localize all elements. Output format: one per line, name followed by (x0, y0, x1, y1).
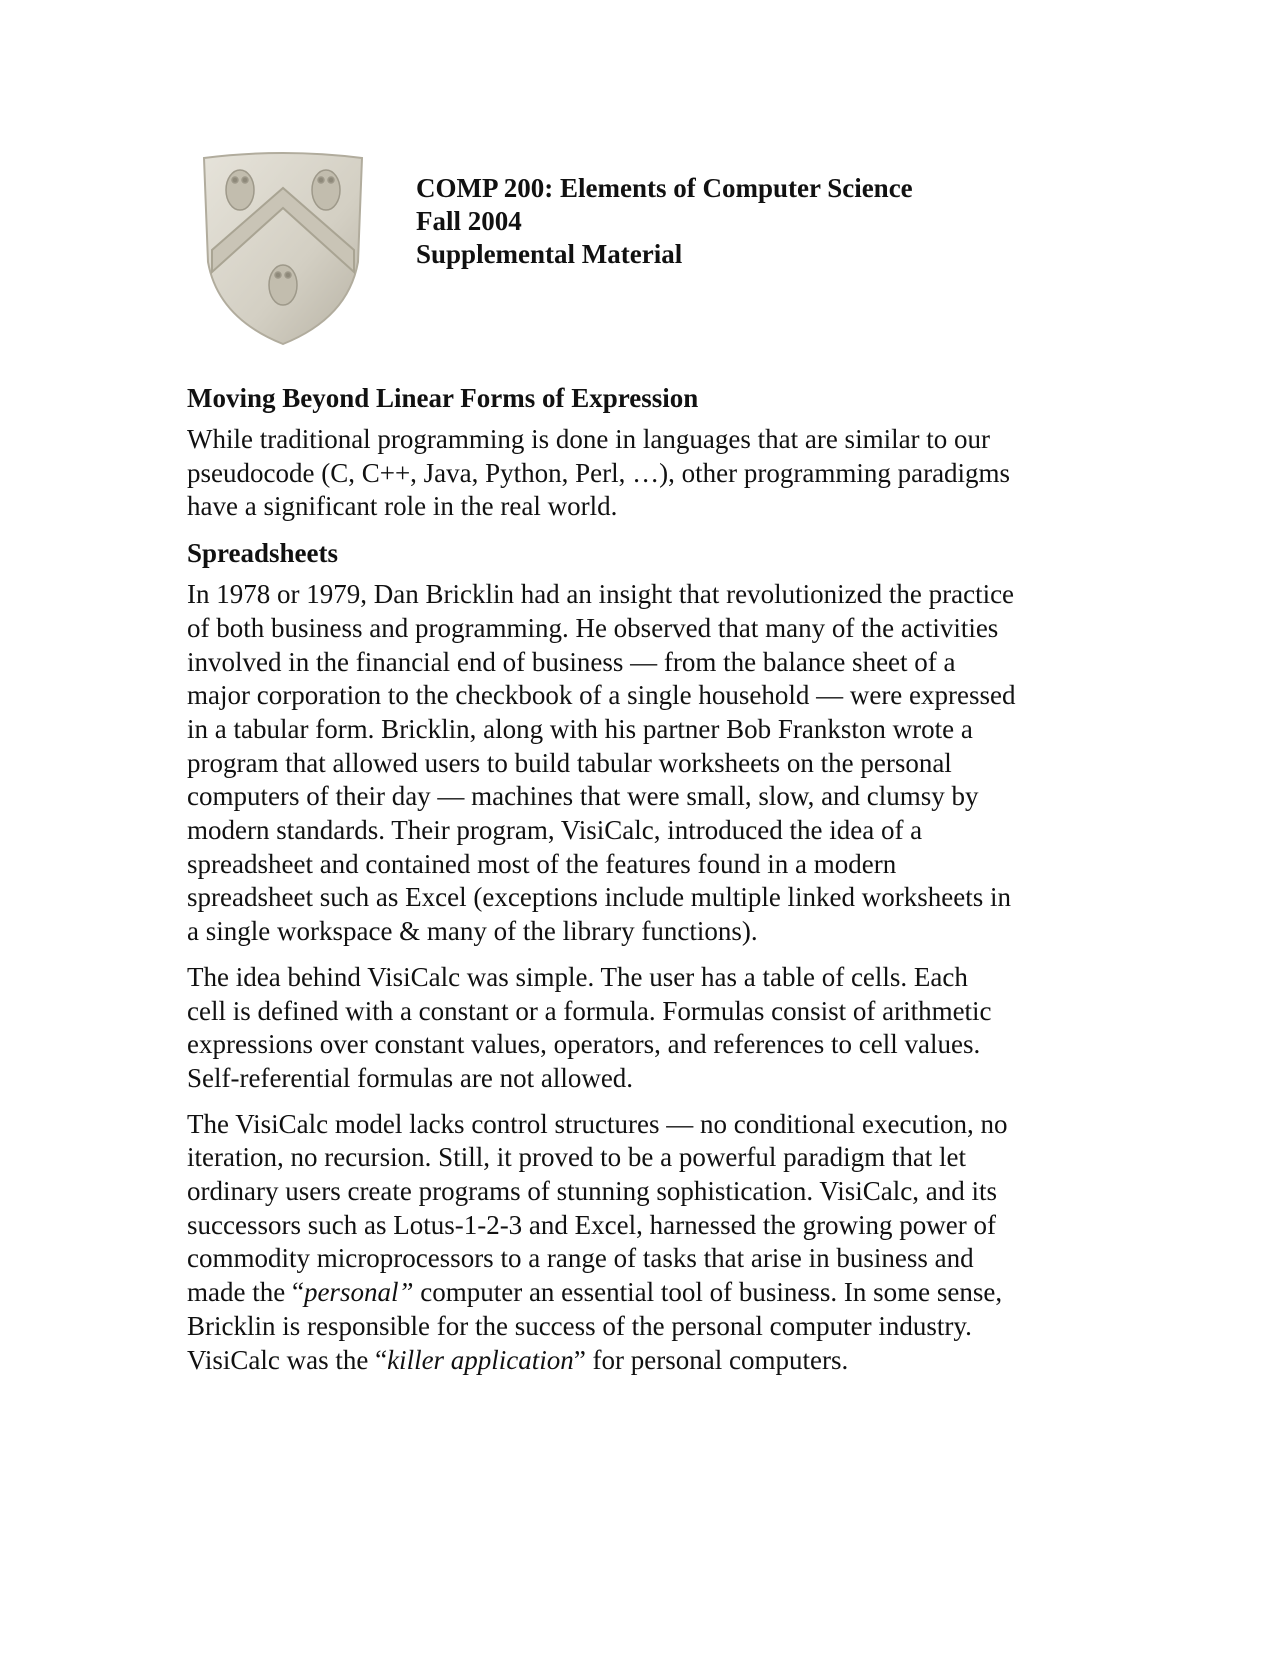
spreadsheets-paragraph-3 (187, 1108, 1087, 1378)
text-segment: VisiCalc was the “ (187, 1344, 388, 1375)
text-line: program that allowed users to build tabular worksheets on the personal (187, 747, 952, 778)
text-line: successors such as Lotus-1-2-3 and Excel, harnessed the growing power of (187, 1209, 997, 1240)
text-segment: ” for personal computers. (573, 1344, 849, 1375)
section-title: Moving Beyond Linear Forms of Expression (187, 383, 699, 413)
text-line: iteration, no recursion. Still, it proved to be a powerful paradigm that let (187, 1142, 967, 1173)
spreadsheets-paragraph-1 (187, 578, 1087, 949)
text-line: involved in the financial end of business — from the balance sheet of a (187, 646, 956, 677)
text-line: spreadsheet such as Excel (exceptions include multiple linked worksheets in (187, 882, 1012, 913)
text-line: in a tabular form. Bricklin, along with his partner Bob Frankston wrote a (187, 713, 973, 744)
course-material: Supplemental Material (416, 239, 683, 269)
course-term: Fall 2004 (416, 206, 522, 236)
spreadsheets-heading: Spreadsheets (187, 538, 339, 569)
spreadsheets-paragraph-2 (187, 961, 1087, 1096)
text-line: Self-referential formulas are not allowed. (187, 1062, 634, 1093)
text-line: modern standards. Their program, VisiCalc, introduced the idea of a (187, 815, 923, 846)
text-line: In 1978 or 1979, Dan Bricklin had an insight that revolutionized the practice (187, 579, 1015, 610)
text-line (187, 1276, 1087, 1310)
course-header (416, 172, 913, 271)
shield-owls-icon (198, 150, 368, 348)
italic-killer-application: killer application (387, 1344, 574, 1375)
text-line: pseudocode (C, C++, Java, Python, Perl, …), other programming paradigms (187, 457, 1011, 488)
text-line: of both business and programming. He observed that many of the activities (187, 612, 999, 643)
text-line: a single workspace & many of the library functions). (187, 916, 758, 947)
document-body (187, 381, 1087, 1389)
course-title: COMP 200: Elements of Computer Science (416, 173, 913, 203)
text-line: spreadsheet and contained most of the features found in a modern (187, 848, 897, 879)
text-line: ordinary users create programs of stunning sophistication. VisiCalc, and its (187, 1176, 997, 1207)
text-segment: computer an essential tool of business. In some sense, (413, 1277, 1003, 1308)
text-line: cell is defined with a constant or a formula. Formulas consist of arithmetic (187, 995, 992, 1026)
text-line (187, 1344, 1087, 1378)
text-line: While traditional programming is done in languages that are similar to our (187, 424, 991, 454)
italic-personal: personal” (303, 1277, 414, 1308)
text-line: expressions over constant values, operators, and references to cell values. (187, 1029, 981, 1060)
text-line: commodity microprocessors to a range of tasks that arise in business and (187, 1243, 974, 1274)
text-segment: made the “ (187, 1277, 304, 1308)
text-line: computers of their day — machines that were small, slow, and clumsy by (187, 781, 979, 812)
text-line: major corporation to the checkbook of a single household — were expressed (187, 680, 1016, 711)
text-line: have a significant role in the real world. (187, 491, 618, 522)
text-line: The VisiCalc model lacks control structures — no conditional execution, no (187, 1108, 1008, 1139)
intro-paragraph (187, 423, 1087, 524)
text-line: Bricklin is responsible for the success of the personal computer industry. (187, 1310, 972, 1341)
text-line: The idea behind VisiCalc was simple. The user has a table of cells. Each (187, 961, 968, 992)
